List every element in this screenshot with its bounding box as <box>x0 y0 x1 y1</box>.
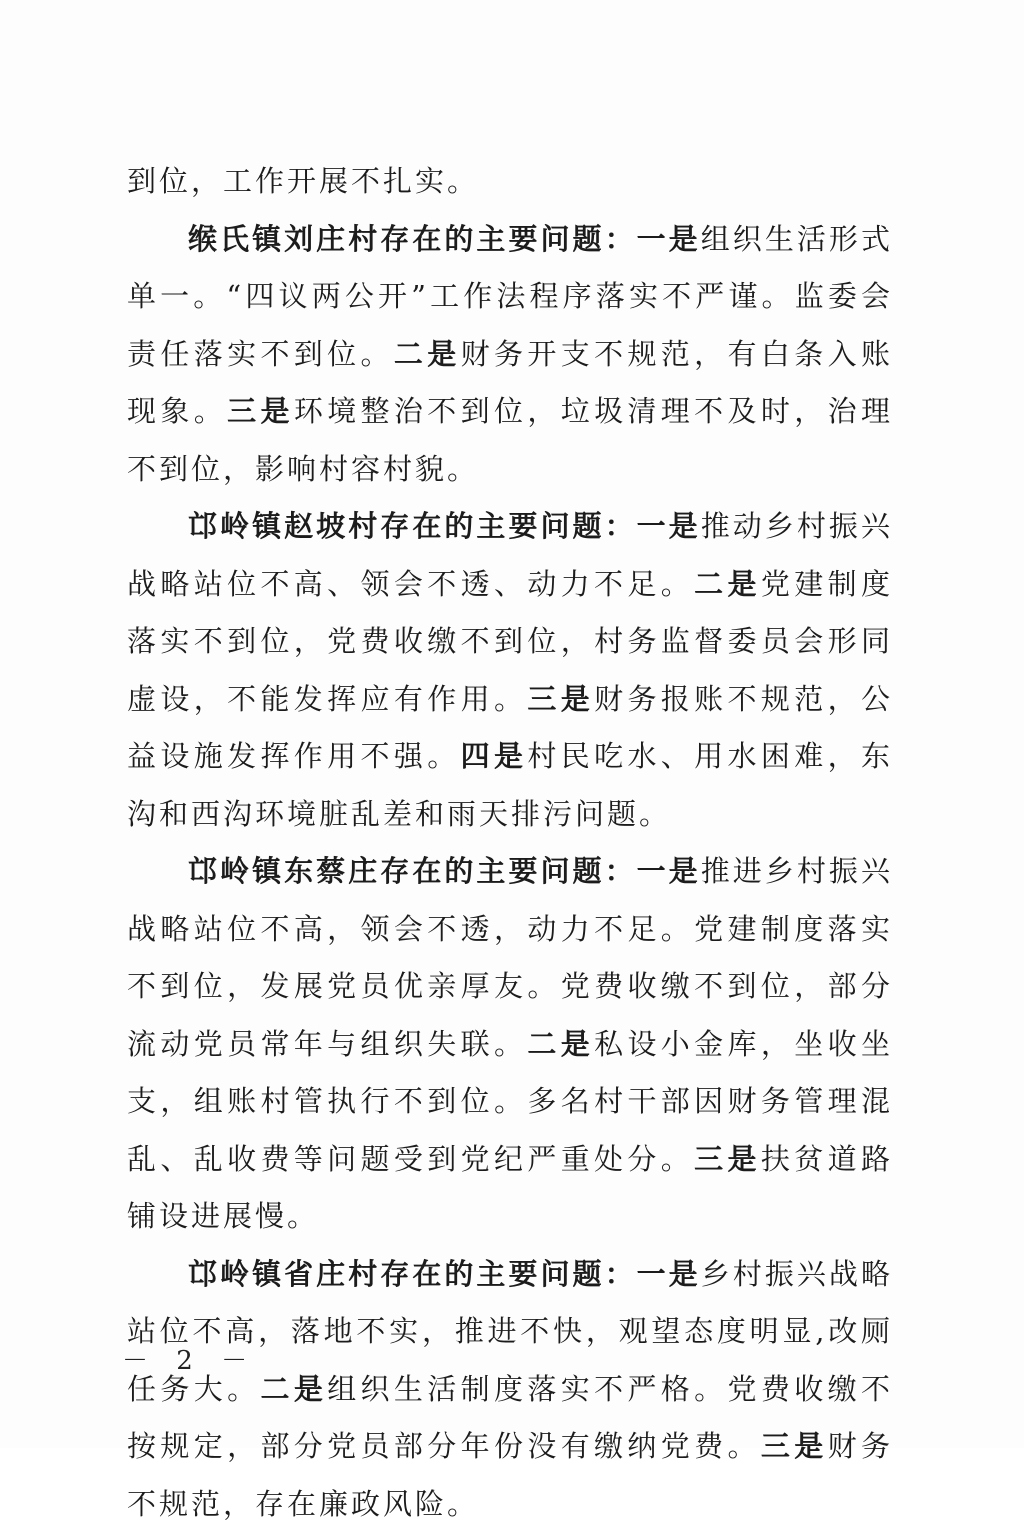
bold-text-segment: 一是 <box>637 1257 701 1291</box>
paragraph <box>127 153 893 211</box>
text-segment: 私设小金库，坐收坐支，组账村管执行不到位。多名村干部因财务管理混乱、乱收费等问题受到党纪严重处分。 <box>127 1027 893 1176</box>
page-number: － 2 － <box>122 1340 257 1377</box>
bold-text-segment: 一是 <box>637 509 701 543</box>
bold-text-segment: 缑氏镇刘庄村存在的主要问题： <box>188 222 637 256</box>
bold-text-segment: 一是 <box>637 854 701 888</box>
paragraph <box>127 211 893 499</box>
document-body <box>127 153 893 1533</box>
text-segment: 财务开支不规范，有白条入账现象。 <box>127 337 893 429</box>
text-segment: 财务不规范，存在廉政风险。 <box>127 1429 893 1521</box>
text-segment: 乡村振兴战略站位不高，落地不实，推进不快，观望态度明显,改厕任务大。 <box>127 1257 893 1406</box>
bold-text-segment: 邙岭镇东蔡庄存在的主要问题： <box>188 854 637 888</box>
bold-text-segment: 三是 <box>694 1142 761 1176</box>
paragraph <box>127 498 893 843</box>
bold-text-segment: 三是 <box>761 1429 828 1463</box>
text-segment: 党建制度落实不到位，党费收缴不到位，村务监督委员会形同虚设，不能发挥应有作用。 <box>127 567 893 716</box>
bold-text-segment: 二是 <box>694 567 761 601</box>
text-segment: 环境整治不到位，垃圾清理不及时，治理不到位，影响村容村貌。 <box>127 394 893 486</box>
text-segment: 推动乡村振兴战略站位不高、领会不透、动力不足。 <box>127 509 893 601</box>
text-segment: 组织生活形式单一。“四议两公开”工作法程序落实不严谨。监委会责任落实不到位。 <box>127 222 893 371</box>
bold-text-segment: 一是 <box>637 222 701 256</box>
text-segment: 组织生活制度落实不严格。党费收缴不按规定，部分党员部分年份没有缴纳党费。 <box>127 1372 893 1464</box>
text-segment: 推进乡村振兴战略站位不高，领会不透，动力不足。党建制度落实不到位，发展党员优亲厚友。党费收缴不到位，部分流动党员常年与组织失联。 <box>127 854 893 1061</box>
text-segment: 扶贫道路铺设进展慢。 <box>127 1142 893 1234</box>
paragraph <box>127 843 893 1246</box>
bold-text-segment: 二是 <box>260 1372 327 1406</box>
bold-text-segment: 二是 <box>394 337 461 371</box>
text-segment: 到位，工作开展不扎实。 <box>127 164 479 198</box>
paragraph <box>127 1246 893 1533</box>
bold-text-segment: 三是 <box>527 682 594 716</box>
bold-text-segment: 二是 <box>527 1027 594 1061</box>
bold-text-segment: 邙岭镇省庄村存在的主要问题： <box>188 1257 637 1291</box>
bold-text-segment: 邙岭镇赵坡村存在的主要问题： <box>188 509 637 543</box>
text-segment: 财务报账不规范，公益设施发挥作用不强。 <box>127 682 893 774</box>
bold-text-segment: 四是 <box>461 739 528 773</box>
text-segment: 村民吃水、用水困难，东沟和西沟环境脏乱差和雨天排污问题。 <box>127 739 893 831</box>
bold-text-segment: 三是 <box>227 394 294 428</box>
